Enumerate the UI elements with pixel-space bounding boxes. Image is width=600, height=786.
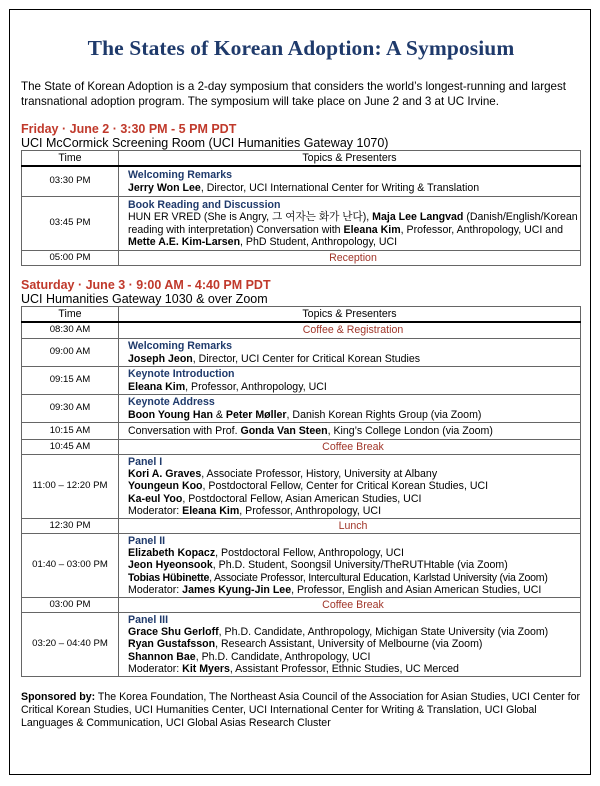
break-label: Coffee & Registration [119,322,581,339]
row-time: 03:20 – 04:40 PM [22,613,119,677]
presenter-name: Shannon Bae [128,650,196,663]
flyer-content [21,10,581,741]
break-label: Coffee Break [119,598,581,613]
presenter-name: Mette A.E. Kim-Larsen [128,235,241,248]
break-label: Lunch [119,519,581,534]
page-title: The States of Korean Adoption: A Symposium [87,36,515,60]
session-title: Welcoming Remarks [128,340,233,353]
moderator-label: Moderator: [128,583,183,596]
row-topic [119,423,581,440]
row-time: 05:00 PM [22,251,119,266]
row-topic [119,534,581,598]
presenter-name: Eleana Kim [343,223,401,236]
topic-text: & [212,408,226,421]
session-title: Keynote Address [128,396,215,409]
table-header-row [22,151,581,167]
presenter-affiliation: , Director, UCI International Center for Writing & Translation [200,181,480,194]
row-time: 08:30 AM [22,322,119,339]
presenter-affiliation: , Postdoctoral Fellow, Asian American Studies, UCI [182,492,422,505]
topic-text: (Danish/English/Korean reading with interpretation) Conversation with [128,211,578,236]
day1-schedule-table [21,150,581,266]
table-row [22,534,581,598]
presenter-name: Youngeun Koo [128,480,203,493]
presenter-name: Jerry Won Lee [128,181,201,194]
flyer-page [9,9,591,775]
row-time: 10:15 AM [22,423,119,440]
row-topic [119,367,581,395]
break-label: Coffee Break [119,440,581,455]
topics-header: Topics & Presenters [119,151,581,167]
presenter-affiliation: , Director, UCI Center for Critical Korean Studies [192,352,421,365]
day2-heading: Saturday · June 3 · 9:00 AM - 4:40 PM PDT [21,278,271,292]
sponsors-paragraph [21,691,581,730]
table-row [22,598,581,613]
presenter-affiliation: , Associate Professor, Intercultural Education, Karlstad University (via Zoom) [209,571,548,584]
day1-heading: Friday · June 2 · 3:30 PM - 5 PM PDT [21,122,237,136]
session-title: Panel I [128,455,163,468]
presenter-name: Jeon Hyeonsook [128,559,213,572]
day1-section [21,122,581,266]
table-row [22,197,581,251]
table-row [22,367,581,395]
row-time: 10:45 AM [22,440,119,455]
presenter-affiliation: , Professor, Anthropology, UCI [239,504,382,517]
presenter-name: Grace Shu Gerloff [128,626,219,639]
presenter-name: Tobias Hübinette [128,571,210,584]
session-title: Welcoming Remarks [128,169,233,182]
presenter-name: Gonda Van Steen [240,424,328,437]
table-row [22,613,581,677]
time-header: Time [22,307,119,323]
presenter-affiliation: , Ph.D. Student, Soongsil University/TheRUTHtable (via Zoom) [212,559,508,572]
presenter-name: Elizabeth Kopacz [128,547,216,560]
row-topic [119,395,581,423]
reception-label: Reception [119,251,581,266]
day2-section [21,278,581,677]
session-title: Book Reading and Discussion [128,198,281,211]
session-title: Panel II [128,534,166,547]
presenter-name: Kit Myers [182,662,230,675]
table-row [22,519,581,534]
presenter-name: Eleana Kim [182,504,240,517]
presenter-name: Ryan Gustafsson [128,638,216,651]
presenter-name: Boon Young Han [128,408,213,421]
moderator-label: Moderator: [128,662,183,675]
topic-text: HUN ER VRED (She is Angry, 그 여자는 화가 난다), [128,211,373,224]
presenter-affiliation: , Postdoctoral Fellow, Center for Critical Korean Studies, UCI [202,480,489,493]
row-time: 12:30 PM [22,519,119,534]
presenter-affiliation: , Assistant Professor, Ethnic Studies, UC Merced [229,662,459,675]
presenter-name: Maja Lee Langvad [372,211,464,224]
table-row [22,339,581,367]
time-header: Time [22,151,119,167]
session-title: Keynote Introduction [128,368,235,381]
row-topic [119,339,581,367]
row-time: 09:30 AM [22,395,119,423]
table-row [22,322,581,339]
presenter-affiliation: , Ph.D. Candidate, Anthropology, Michigan State University (via Zoom) [218,626,549,639]
presenter-name: Peter Møller [225,408,287,421]
topics-header: Topics & Presenters [119,307,581,323]
presenter-affiliation: , King’s College London (via Zoom) [327,424,493,437]
table-row [22,440,581,455]
presenter-affiliation: , Postdoctoral Fellow, Anthropology, UCI [215,547,404,560]
row-time: 01:40 – 03:00 PM [22,534,119,598]
row-time: 11:00 – 12:20 PM [22,455,119,519]
presenter-affiliation: , Professor, English and Asian American Studies, UCI [291,583,542,596]
row-time: 09:00 AM [22,339,119,367]
day2-venue: UCI Humanities Gateway 1030 & over Zoom [21,292,268,306]
presenter-affiliation: , Associate Professor, History, University at Albany [201,468,438,481]
row-time: 03:30 PM [22,166,119,197]
table-row [22,455,581,519]
table-row [22,251,581,266]
presenter-name: James Kyung-Jin Lee [182,583,292,596]
table-header-row [22,307,581,323]
intro-paragraph: The State of Korean Adoption is a 2-day symposium that considers the world’s longest-running and largest transnational adoption program. The symposium will take place on June 2 and 3 at UC Irvine. [21,80,567,108]
table-row [22,423,581,440]
topic-text: Conversation with Prof. [128,424,241,437]
row-time: 03:45 PM [22,197,119,251]
row-topic [119,166,581,197]
presenter-name: Ka-eul Yoo [128,492,183,505]
row-topic [119,613,581,677]
presenter-name: Eleana Kim [128,380,186,393]
topic-text: , Professor, Anthropology, UCI and [400,223,563,236]
sponsors-label: Sponsored by: [21,691,96,703]
row-topic [119,197,581,251]
table-row [22,166,581,197]
day1-venue: UCI McCormick Screening Room (UCI Humanities Gateway 1070) [21,136,389,150]
session-title: Panel III [128,613,169,626]
moderator-label: Moderator: [128,504,183,517]
row-time: 03:00 PM [22,598,119,613]
presenter-name: Kori A. Graves [128,468,202,481]
table-row [22,395,581,423]
row-topic [119,455,581,519]
topic-text: , PhD Student, Anthropology, UCI [240,235,398,248]
sponsors-list: The Korea Foundation, The Northeast Asia Council of the Association for Asian Studies, UCI Center for Critical Korean Studies, UCI Humanities Center, UCI International Center for Writing & Translation, UCI Global Languages & Communication, UCI Global Asias Research Cluster [21,691,581,729]
presenter-affiliation: , Professor, Anthropology, UCI [185,380,327,393]
row-time: 09:15 AM [22,367,119,395]
presenter-affiliation: , Danish Korean Rights Group (via Zoom) [286,408,482,421]
presenter-name: Joseph Jeon [128,352,193,365]
day2-schedule-table [21,306,581,677]
presenter-affiliation: , Ph.D. Candidate, Anthropology, UCI [195,650,371,663]
presenter-affiliation: , Research Assistant, University of Melbourne (via Zoom) [215,638,483,651]
